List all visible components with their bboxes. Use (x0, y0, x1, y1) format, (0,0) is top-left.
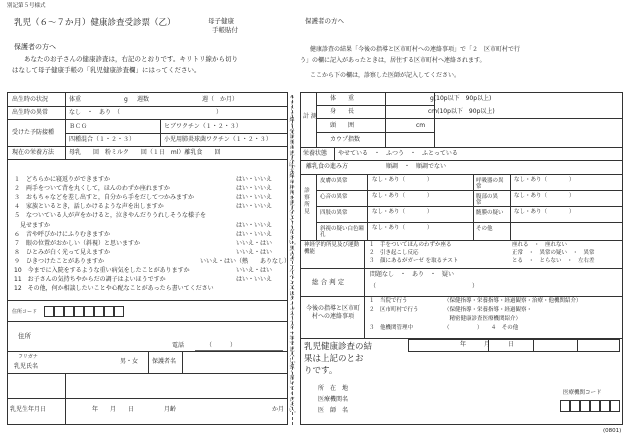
vaccination-hib: ヒブワクチン（１・２・３） (164, 123, 242, 130)
birth-weeks-value: 週（ か月） (202, 96, 239, 103)
question-text: ５ なついている人が声をかけると，泣きやんだりうれしそうな様子を (14, 212, 207, 220)
birth-label: 出生時の状況 (12, 96, 49, 103)
doctor-name-label: 医 師 名 (318, 407, 349, 414)
right-intro-1: 健康診査の結果「今後の指導と区市町村への連絡事項」で「２ 区市町村で行 (310, 46, 521, 53)
guidance-item: １ 当院で行う (369, 298, 408, 304)
kaup-label: カウプ指数 (330, 136, 361, 143)
result-text-1: 乳児健康診査の結 (304, 342, 373, 352)
exam-item-label: 心音の異常 (320, 194, 348, 200)
guidance-item: ３ 他機関管理中 (369, 325, 414, 331)
question-text: ２ 両手をついて背を丸くして，ほんのわずか座れますか (14, 185, 170, 193)
birth-weight-label: 体重 (69, 96, 82, 103)
code-box[interactable] (94, 306, 104, 317)
clinic-code-box[interactable] (590, 400, 600, 412)
question-text: ７ 眼の位置がおかしい（斜視）と思いますか (14, 239, 141, 247)
exam-item-value: なし・あり（ ） (514, 193, 575, 199)
form-number: 別記第５号様式 (7, 3, 46, 9)
guidance-label: 今後の指導と区市町村への連絡事項 (305, 305, 360, 320)
vaccination-label: 受けた予防接種 (12, 129, 55, 136)
weight-unit: g(10p以下 90p以上) (430, 95, 492, 102)
judgment-label: 総 合 判 定 (312, 278, 345, 286)
height-label: 身 長 (330, 108, 355, 115)
phone-label: 電話 (172, 342, 185, 349)
exam-item-value: なし・あり（ ） (514, 177, 575, 183)
question-answer: いいえ・はい (236, 248, 273, 256)
dob-label: 乳児生年月日 (10, 406, 47, 413)
exam-item-label: 呼吸器の異 常 (476, 178, 515, 190)
right-guardian-heading: 保護者の方へ (305, 17, 344, 25)
measure-side-label: 計 測 (303, 113, 317, 120)
clinic-code-box[interactable] (570, 400, 580, 412)
address-label: 住所 (18, 332, 31, 340)
birth-weight-unit: g (124, 96, 128, 103)
question-text: ３ おもちゃなどを差し出すと，自分から手をだしてつかみますか (14, 194, 195, 202)
question-text: 11 お子さんの気持ちやからだの調子はよいほうですか (14, 276, 166, 284)
head-unit: cm (416, 122, 426, 129)
left-guardian-heading: 保護者の方へ (14, 43, 56, 51)
exam-item-value: なし・あり（ ） (372, 209, 433, 215)
question-answer: はい・いいえ (236, 185, 273, 193)
right-intro-3: ここから下の欄は，診察した医師が記入してください。 (310, 72, 461, 79)
question-text: ６ 音や呼びかけにふりむきますか (14, 230, 111, 238)
age-label: 月齢 (164, 406, 177, 413)
clinic-address-label: 所 在 地 (318, 385, 349, 392)
nutrition-state-value: やせている ・ ふつう ・ ふとっている (338, 150, 458, 157)
question-answer: いいえ・はい (236, 267, 273, 274)
clinic-code-label: 医療機関コード (563, 390, 602, 396)
question-answer: はい・いいえ (236, 203, 273, 211)
exam-item-value: なし・あり（ ） (372, 193, 433, 199)
guidance-item: ２ 区市町村で行う (369, 307, 419, 313)
code-box[interactable] (64, 306, 74, 317)
sex-choice: 男・女 (120, 358, 139, 365)
question-answer: はい・いいえ (236, 230, 273, 238)
code-box[interactable] (74, 306, 84, 317)
exam-item-label: 皮膚の異常 (320, 178, 348, 184)
neuro-label: 神経学的所見及び運動機能 (304, 242, 360, 255)
question-answer: いいえ・はい (236, 239, 273, 247)
vaccination-pcv: 小児用肺炎球菌ワクチン（１・２・３） (164, 136, 272, 143)
question-answer: はい・いいえ (236, 194, 273, 202)
birth-abnormal-value: なし ・ あり （ ） (69, 109, 223, 116)
judgment-note: （ ） (370, 283, 479, 290)
code-box[interactable] (44, 306, 54, 317)
code-box[interactable] (54, 306, 64, 317)
neuro-result: とる ・ とらない ・ 左右差 (512, 258, 595, 264)
left-intro-1: あなたのお子さんの健康診査は，右記のとおりです。キリトリ線から切り (24, 55, 238, 63)
form-title: 乳児（６～７か月）健康診査受診票（乙） (14, 18, 176, 28)
child-name-label: 乳児氏名 (14, 363, 39, 370)
clinic-code-box[interactable] (580, 400, 590, 412)
question-answer: はい・いいえ (236, 221, 273, 229)
clinic-code-box[interactable] (610, 400, 620, 412)
weaning-label: 離乳食の進み方 (306, 163, 349, 170)
footer-code: (0801) (603, 428, 622, 434)
guidance-detail: （ ） ４ その他 (444, 325, 519, 331)
nutrition-method-label: 現在の栄養方法 (12, 149, 55, 156)
height-unit: cm(10p以下 90p以上) (428, 108, 495, 115)
exam-item-value: なし・あり（ ） (514, 209, 575, 215)
question-text: 見せますか (14, 221, 51, 229)
guidance-detail: （保健指導・栄養指導・経過観察・治療・他機関紹介） (444, 298, 582, 304)
clinic-code-box[interactable] (560, 400, 570, 412)
judgment-value: 問題なし ・ あり ・ 疑い (370, 271, 455, 278)
clinic-name-label: 医療機関名 (318, 396, 349, 403)
mother-note-2: 手帳貼付 (212, 26, 238, 34)
exam-item-label: 髄膜の疑い (476, 210, 504, 216)
weight-label: 体 重 (330, 95, 355, 102)
question-text: ４ 家族といるとき，話しかけるような声を出しますか (14, 203, 164, 211)
guidance-detail: 精密健康診査医療機関紹介） (444, 316, 522, 322)
clinic-code-box[interactable] (600, 400, 610, 412)
question-answer: はい・いいえ (236, 276, 273, 284)
head-label: 頭 囲 (330, 122, 355, 129)
phone-value: （ ） (206, 342, 237, 349)
question-text: ９ ひきつけたことがありますか (14, 257, 105, 265)
neuro-result: 正常 ・ 異常の疑い ・ 異常 (512, 250, 595, 256)
question-answer: はい・いいえ (236, 176, 273, 183)
left-intro-2: はなして母子健康手帳の「乳児健康診査欄」にはってください。 (12, 66, 201, 74)
guardian-name-label: 保護者名 (152, 358, 177, 365)
question-text: 10 今までに入院をするような重い病気をしたことがありますか (14, 267, 190, 274)
age-unit: か月 (272, 406, 285, 413)
vaccination-dpt: 四種混合（１・２・３） (69, 136, 136, 143)
code-box[interactable] (114, 306, 124, 317)
vaccination-bcg: ＢＣＧ (69, 123, 88, 130)
question-answer: いいえ・はい（熱 ありなし） (200, 257, 291, 265)
neuro-item: １ 手をついてほんのわずか座る (369, 242, 452, 248)
exam-side-label: 診察所見 (304, 188, 310, 215)
question-text: ８ ひとみが白く光って見えますか (14, 248, 111, 256)
birth-abnormal-label: 出生時の異常 (12, 109, 49, 116)
exam-item-value: なし・あり（ ） (372, 177, 433, 183)
nutrition-state-label: 栄養状態 (303, 150, 328, 157)
neuro-item: ２ 引き起こし反応 (369, 250, 419, 256)
right-intro-2: う」の欄に記入があったときは，居住する区市町村へ連絡されます。 (300, 57, 486, 64)
result-text-3: りです。 (304, 366, 338, 376)
neuro-result: 座れる ・ 座れない (512, 242, 568, 248)
neuro-item: ３ 顔にあるがガーゼ を取るテスト (369, 258, 459, 264)
nutrition-method-value: 母乳 回 粉ミルク 回（１日 ml）離乳食 回 (69, 149, 221, 156)
birth-weeks-label: 週数 (137, 96, 150, 103)
weaning-value: 順調 ・ 順調でない (386, 163, 447, 170)
question-text: 12 その他，何か相談したいことや心配なことがあったら書いてください (14, 285, 214, 293)
exam-item-label: 四肢の異常 (320, 210, 348, 216)
dob-value: 年 月 日 (92, 406, 135, 413)
cut-line-text: キリトリ線 ↑受診票の記入は，太線の枠内を記入してください。黒のボールペン又はタイプライター等で記入し，強く書いてください。 (289, 95, 300, 415)
exam-item-value: なし・あり（ ） (372, 225, 433, 231)
furigana-label: フリガナ (18, 354, 38, 360)
exam-item-label: その他 (476, 226, 493, 232)
code-box[interactable] (84, 306, 94, 317)
result-date: 年 月 日 (460, 341, 515, 348)
guidance-detail: （保健指導・栄養指導・経過観察・ (444, 307, 533, 313)
address-code-label: 住所コード (12, 309, 38, 315)
question-text: １ どちらかに寝返りができますか (14, 176, 111, 183)
result-text-2: 果は上記のとお (304, 354, 364, 364)
exam-item-label: 斜視の疑い白色瞳孔 (320, 226, 365, 238)
code-box[interactable] (104, 306, 114, 317)
exam-item-label: 腹部の異 常 (476, 194, 510, 206)
mother-note-1: 母子健康 (208, 17, 234, 25)
